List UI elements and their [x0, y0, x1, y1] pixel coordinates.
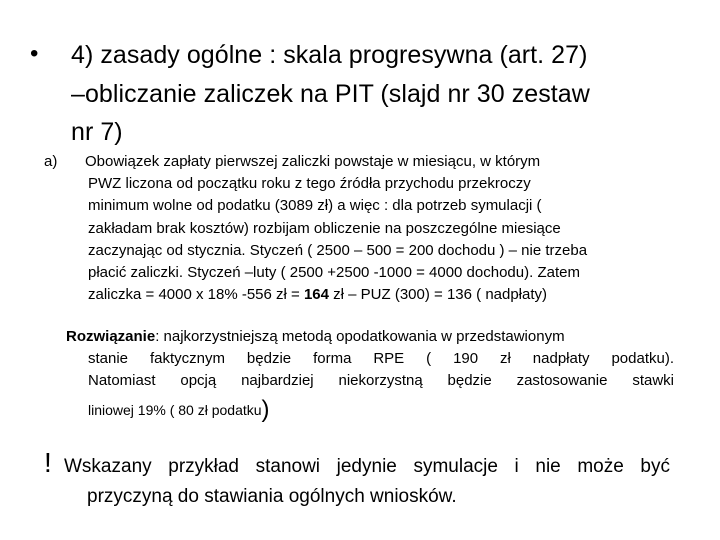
solution-closing-paren: ) [261, 395, 270, 423]
item-a-line: zakładam brak kosztów) rozbijam obliczenie na poszczególne miesiące [88, 219, 561, 237]
item-a-line: minimum wolne od podatku (3089 zł) a więc : dla potrzeb symulacji ( [88, 197, 542, 215]
bullet-dot-icon: • [30, 40, 39, 67]
item-a-line: zaczynając od stycznia. Styczeń ( 2500 – 500 = 200 dochodu ) – nie trzeba [88, 241, 588, 259]
calc-text-after: zł – PUZ (300) = 136 ( nadpłaty) [329, 286, 548, 304]
item-a-line: PWZ liczona od początku roku z tego źródła przychodu przekroczy [88, 175, 531, 193]
heading-line: –obliczanie zaliczek na PIT (slajd nr 30 zestaw [71, 79, 590, 108]
solution-line: stanie faktycznym będzie forma RPE ( 190 zł nadpłaty podatku). [88, 350, 674, 368]
heading-line: 4) zasady ogólne : skala progresywna (art. 27) [71, 41, 588, 69]
solution-text: : najkorzystniejszą metodą opodatkowania w przedstawionym [155, 328, 565, 345]
solution-first-line [66, 326, 674, 348]
heading-line: nr 7) [71, 118, 123, 146]
solution-line: Natomiast opcją najbardziej niekorzystną będzie zastosowanie stawki [88, 372, 674, 390]
item-a-line: Obowiązek zapłaty pierwszej zaliczki powstaje w miesiącu, w którym [85, 153, 541, 170]
item-a-paragraph [85, 151, 688, 306]
item-a-line: płacić zaliczki. Styczeń –luty ( 2500 +2500 -1000 = 4000 dochodu). Zatem [88, 264, 580, 282]
solution-label: Rozwiązanie [66, 328, 156, 345]
calc-result-value: 164 [303, 286, 329, 304]
solution-paragraph [66, 326, 674, 425]
slide-heading [71, 36, 681, 152]
note-line: Wskazany przykład stanowi jedynie symulacje i nie może być [64, 456, 670, 477]
list-marker-a: a) [44, 153, 58, 170]
item-a-calculation-line [88, 284, 688, 306]
solution-last-text: liniowej 19% ( 80 zł podatku [88, 401, 262, 418]
calc-text-before: zaliczka = 4000 x 18% -556 zł = [88, 286, 304, 304]
warning-note [64, 452, 670, 512]
solution-last-line [88, 395, 674, 425]
exclamation-icon: ! [44, 447, 52, 478]
note-line: przyczyną do stawiania ogólnych wniosków. [87, 486, 457, 507]
